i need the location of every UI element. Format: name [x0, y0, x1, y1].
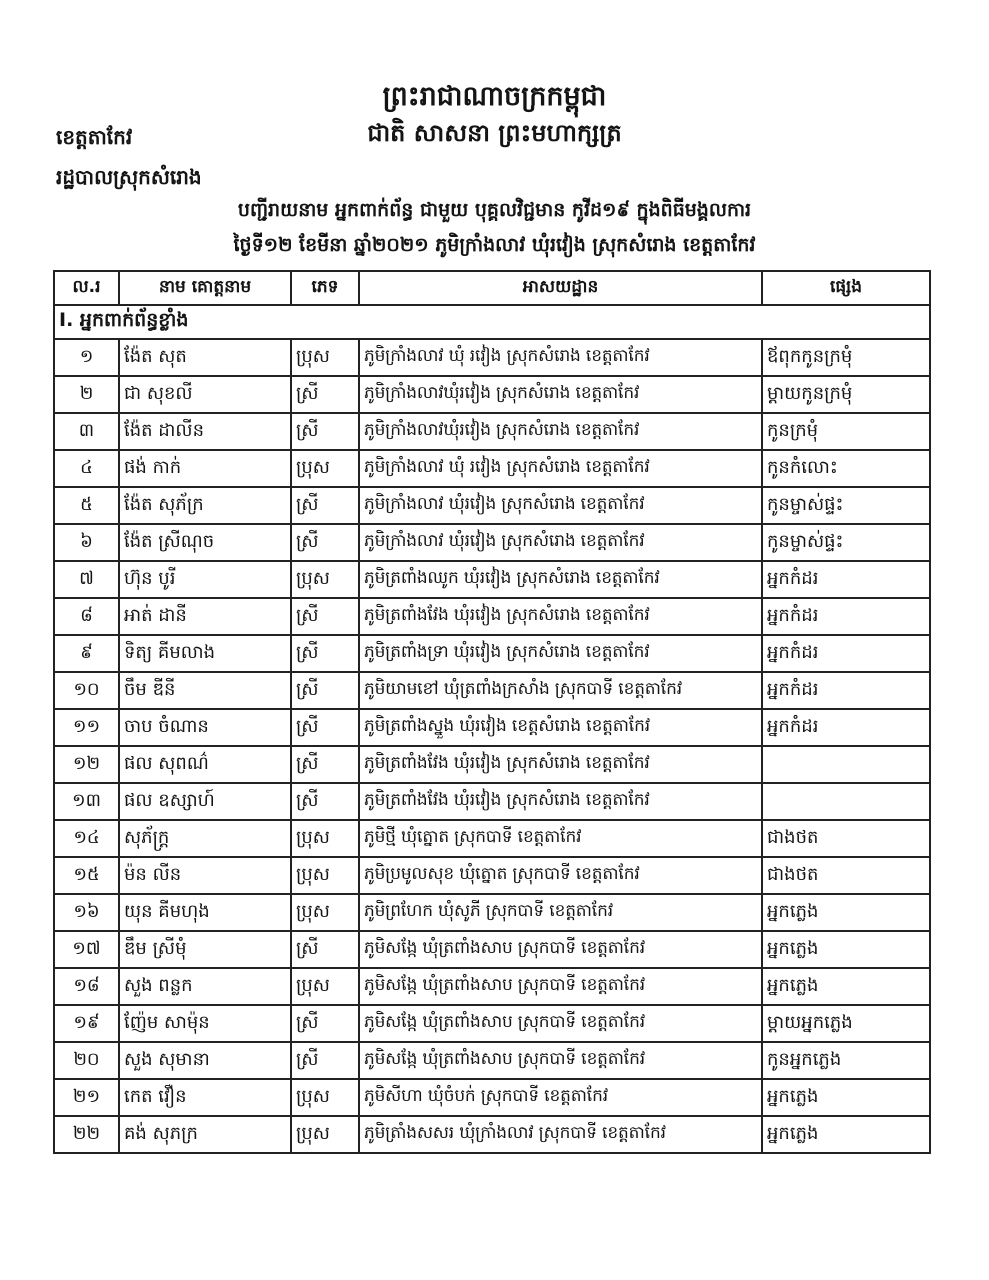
row-number: ១៥ — [54, 857, 119, 894]
row-name: ចាប ចំណាន — [119, 709, 291, 746]
row-name: សុភ័ក្ត្រ — [119, 820, 291, 857]
row-number: ១១ — [54, 709, 119, 746]
row-number: ៦ — [54, 524, 119, 561]
row-sex: ស្រី — [291, 931, 359, 968]
row-note: កូនក្រមុំ — [762, 413, 930, 450]
table-row — [54, 968, 930, 1005]
row-sex: ស្រី — [291, 413, 359, 450]
section-label: I. អ្នកពាក់ព័ន្ធខ្លាំង — [54, 305, 930, 339]
row-sex: ស្រី — [291, 709, 359, 746]
row-address: ភូមិត្រពាំងទ្រា ឃុំរវៀង ស្រុកសំរោង ខេត្តតាកែវ — [359, 635, 762, 672]
col-header-name: នាម គោត្តនាម — [119, 271, 291, 305]
row-address: ភូមិយាមខៅ ឃុំត្រពាំងក្រសាំង ស្រុកបាទី ខេត្តតាកែវ — [359, 672, 762, 709]
table-row — [54, 1005, 930, 1042]
table-row — [54, 894, 930, 931]
row-name: ជា សុខលី — [119, 376, 291, 413]
row-address: ភូមិក្រាំងលាវ ឃុំ រវៀង ស្រុកសំរោង ខេត្តតាកែវ — [359, 339, 762, 376]
row-name: យុន គីមហុង — [119, 894, 291, 931]
row-sex: ស្រី — [291, 1005, 359, 1042]
document-title-line-1: បញ្ជីរាយនាម អ្នកពាក់ព័ន្ធ ជាមួយ បុគ្គលវិជ្ជមាន កូវីដ១៩ ក្នុងពិធីមង្គលការ — [237, 199, 752, 221]
row-note: ជាងថត — [762, 820, 930, 857]
row-address: ភូមិត្រពាំងវែង ឃុំរវៀង ស្រុកសំរោង ខេត្តតាកែវ — [359, 783, 762, 820]
row-sex: ប្រុស — [291, 820, 359, 857]
row-address: ភូមិត្រពាំងស្នួង ឃុំរវៀង ខេត្តសំរោង ខេត្តតាកែវ — [359, 709, 762, 746]
row-address: ភូមិក្រាំងលាវ ឃុំរវៀង ស្រុកសំរោង ខេត្តតាកែវ — [359, 487, 762, 524]
row-note: កូនម្ចាស់ផ្ទះ — [762, 487, 930, 524]
row-note: អ្នកកំដរ — [762, 561, 930, 598]
table-header-row — [54, 271, 930, 305]
row-name: ហ៊ុន បូរី — [119, 561, 291, 598]
row-number: ២០ — [54, 1042, 119, 1079]
table-row — [54, 598, 930, 635]
row-name: ង៉ែត សុភ័ក្រ — [119, 487, 291, 524]
row-name: សួង ពន្លក — [119, 968, 291, 1005]
table-row — [54, 746, 930, 783]
row-address: ភូមិក្រាំងលាវ ឃុំរវៀង ស្រុកសំរោង ខេត្តតាកែវ — [359, 524, 762, 561]
row-address: ភូមិសង្កែ ឃុំត្រពាំងសាប ស្រុកបាទី ខេត្តតាកែវ — [359, 1005, 762, 1042]
row-name: សួង សុមានា — [119, 1042, 291, 1079]
row-note: អ្នកភ្លេង — [762, 894, 930, 931]
row-address: ភូមិថ្មី ឃុំត្នោត ស្រុកបាទី ខេត្តតាកែវ — [359, 820, 762, 857]
row-sex: ប្រុស — [291, 450, 359, 487]
row-sex: ប្រុស — [291, 561, 359, 598]
table-row — [54, 709, 930, 746]
row-sex: ស្រី — [291, 635, 359, 672]
row-sex: ស្រី — [291, 746, 359, 783]
row-number: ១៩ — [54, 1005, 119, 1042]
row-note: អ្នកកំដរ — [762, 709, 930, 746]
row-note: អ្នកកំដរ — [762, 635, 930, 672]
row-note: អ្នកភ្លេង — [762, 968, 930, 1005]
table-row — [54, 931, 930, 968]
section-row — [54, 305, 930, 339]
col-header-sex: ភេទ — [291, 271, 359, 305]
row-sex: ស្រី — [291, 598, 359, 635]
row-number: ២ — [54, 376, 119, 413]
province-label: ខេត្តតាកែវ — [56, 125, 133, 149]
table-row — [54, 524, 930, 561]
row-name: អាត់ ដានី — [119, 598, 291, 635]
row-sex: ស្រី — [291, 672, 359, 709]
row-name: ង៉ែត ដាលីន — [119, 413, 291, 450]
row-number: ១ — [54, 339, 119, 376]
row-address: ភូមិសង្កែ ឃុំត្រពាំងសាប ស្រុកបាទី ខេត្តតាកែវ — [359, 1042, 762, 1079]
row-note: ម្តាយកូនក្រមុំ — [762, 376, 930, 413]
row-address: ភូមិក្រាំងលាវ ឃុំ រវៀង ស្រុកសំរោង ខេត្តតាកែវ — [359, 450, 762, 487]
row-note: អ្នកកំដរ — [762, 672, 930, 709]
document-title-line-2: ថ្ងៃទី១២ ខែមីនា ឆ្នាំ២០២១ ភូមិក្រាំងលាវ ឃុំរវៀង ស្រុកសំរោង ខេត្តតាកែវ — [233, 234, 756, 256]
table-row — [54, 672, 930, 709]
row-address: ភូមិប្រមូលសុខ ឃុំត្នោត ស្រុកបាទី ខេត្តតាកែវ — [359, 857, 762, 894]
row-sex: ប្រុស — [291, 1116, 359, 1153]
row-name: ចឹម ឌីនី — [119, 672, 291, 709]
row-name: ង៉ែត ស្រីណុច — [119, 524, 291, 561]
table-row — [54, 1116, 930, 1153]
row-address: ភូមិសង្កែ ឃុំត្រពាំងសាប ស្រុកបាទី ខេត្តតាកែវ — [359, 931, 762, 968]
row-sex: ប្រុស — [291, 857, 359, 894]
row-address: ភូមិត្រពាំងវែង ឃុំរវៀង ស្រុកសំរោង ខេត្តតាកែវ — [359, 746, 762, 783]
table-row — [54, 857, 930, 894]
row-number: ៩ — [54, 635, 119, 672]
row-number: ១៦ — [54, 894, 119, 931]
table-row — [54, 413, 930, 450]
row-address: ភូមិព្រហែក ឃុំសូភី ស្រុកបាទី ខេត្តតាកែវ — [359, 894, 762, 931]
row-note: កូនកំលោះ — [762, 450, 930, 487]
table-row — [54, 376, 930, 413]
row-number: ៨ — [54, 598, 119, 635]
row-sex: ស្រី — [291, 1042, 359, 1079]
row-name: ឌឹម ស្រីមុំ — [119, 931, 291, 968]
row-number: ៧ — [54, 561, 119, 598]
row-name: ផល សុពណ៌ — [119, 746, 291, 783]
row-address: ភូមិត្រាំងសសរ ឃុំក្រាំងលាវ ស្រុកបាទី ខេត្តតាកែវ — [359, 1116, 762, 1153]
row-number: ១៧ — [54, 931, 119, 968]
row-number: ៤ — [54, 450, 119, 487]
row-note: កូនអ្នកភ្លេង — [762, 1042, 930, 1079]
col-header-number: ល.រ — [54, 271, 119, 305]
row-note: អ្នកភ្លេង — [762, 1079, 930, 1116]
row-note — [762, 746, 930, 783]
row-sex: ប្រុស — [291, 968, 359, 1005]
row-name: ង៉ែត សុត — [119, 339, 291, 376]
row-note: កូនម្ចាស់ផ្ទះ — [762, 524, 930, 561]
district-admin-label: រដ្ឋបាលស្រុកសំរោង — [56, 165, 202, 189]
row-note: អ្នកភ្លេង — [762, 931, 930, 968]
row-note: អ្នកកំដរ — [762, 598, 930, 635]
table-row — [54, 783, 930, 820]
kingdom-heading: ព្រះរាជាណាចក្រកម្ពុជា — [382, 81, 607, 112]
row-address: ភូមិសង្កែ ឃុំត្រពាំងសាប ស្រុកបាទី ខេត្តតាកែវ — [359, 968, 762, 1005]
row-name: ផល ឧស្សាហ៍ — [119, 783, 291, 820]
row-number: ៣ — [54, 413, 119, 450]
row-number: ១២ — [54, 746, 119, 783]
col-header-other: ផ្សេង — [762, 271, 930, 305]
row-sex: ស្រី — [291, 376, 359, 413]
row-name: ផង់ កាក់ — [119, 450, 291, 487]
col-header-address: អាសយដ្ឋាន — [359, 271, 762, 305]
table-row — [54, 450, 930, 487]
row-name: ទិត្យ គីមលាង — [119, 635, 291, 672]
row-address: ភូមិសីហា ឃុំចំបក់ ស្រុកបាទី ខេត្តតាកែវ — [359, 1079, 762, 1116]
row-sex: ប្រុស — [291, 1079, 359, 1116]
row-name: កេត វឿន — [119, 1079, 291, 1116]
row-note — [762, 783, 930, 820]
table-row — [54, 1079, 930, 1116]
row-number: ៥ — [54, 487, 119, 524]
table-row — [54, 635, 930, 672]
row-note: អ្នកភ្លេង — [762, 1116, 930, 1153]
row-note: ជាងថត — [762, 857, 930, 894]
row-number: ១៤ — [54, 820, 119, 857]
row-name: ញ៉ែម សាម៉ុន — [119, 1005, 291, 1042]
row-address: ភូមិត្រពាំងវែង ឃុំរវៀង ស្រុកសំរោង ខេត្តតាកែវ — [359, 598, 762, 635]
table-row — [54, 561, 930, 598]
row-sex: ប្រុស — [291, 339, 359, 376]
table-row — [54, 339, 930, 376]
row-sex: ស្រី — [291, 783, 359, 820]
row-sex: ស្រី — [291, 487, 359, 524]
row-sex: ស្រី — [291, 524, 359, 561]
contacts-table — [53, 270, 931, 1154]
row-name: គង់ សុភក្រ — [119, 1116, 291, 1153]
row-address: ភូមិត្រពាំងឈូក ឃុំរវៀង ស្រុកសំរោង ខេត្តតាកែវ — [359, 561, 762, 598]
row-number: ១០ — [54, 672, 119, 709]
row-number: ១៣ — [54, 783, 119, 820]
row-address: ភូមិក្រាំងលាវឃុំរវៀង ស្រុកសំរោង ខេត្តតាកែវ — [359, 413, 762, 450]
row-number: ២២ — [54, 1116, 119, 1153]
row-sex: ប្រុស — [291, 894, 359, 931]
table-row — [54, 1042, 930, 1079]
table-row — [54, 820, 930, 857]
row-number: ១៨ — [54, 968, 119, 1005]
row-name: ម៉ន លីន — [119, 857, 291, 894]
row-note: ឪពុកកូនក្រមុំ — [762, 339, 930, 376]
row-note: ម្តាយអ្នកភ្លេង — [762, 1005, 930, 1042]
national-motto: ជាតិ សាសនា ព្រះមហាក្សត្រ — [367, 119, 622, 147]
table-row — [54, 487, 930, 524]
row-address: ភូមិក្រាំងលាវឃុំរវៀង ស្រុកសំរោង ខេត្តតាកែវ — [359, 376, 762, 413]
row-number: ២១ — [54, 1079, 119, 1116]
